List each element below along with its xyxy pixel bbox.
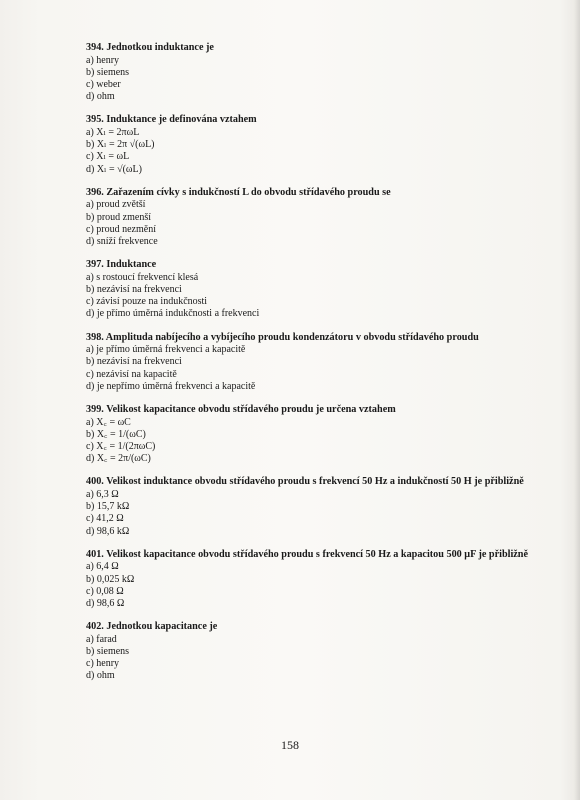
answer-c: c) proud nezmění	[86, 223, 156, 235]
answer-b: b) nezávisí na frekvenci	[86, 356, 182, 368]
question-title: 398. Amplituda nabíjecího a vybíjecího proudu kondenzátoru v obvodu střídavého proudu	[86, 331, 479, 343]
answer-c: c) X꜀ = 1/(2πωC)	[86, 441, 156, 453]
question-401	[86, 549, 556, 610]
answer-list	[86, 272, 556, 321]
answer-a: a) 6,3 Ω	[86, 489, 119, 501]
answer-a: a) proud zvětší	[86, 199, 146, 211]
answer-b: b) 15,7 kΩ	[86, 501, 130, 513]
question-396	[86, 187, 556, 248]
answer-d: d) 98,6 Ω	[86, 598, 125, 610]
question-title: 399. Velikost kapacitance obvodu střídavého proudu je určena vztahem	[86, 404, 396, 416]
answer-c: c) henry	[86, 658, 120, 670]
answer-b: b) X꜀ = 1/(ωC)	[86, 428, 146, 440]
answer-a: a) farad	[86, 633, 117, 645]
answer-d: d) sníží frekvence	[86, 236, 158, 248]
question-title: 394. Jednotkou induktance je	[86, 42, 214, 53]
answer-c: c) závisí pouze na indukčnosti	[86, 296, 208, 308]
question-394	[86, 42, 556, 103]
answer-a: a) Xₗ = 2πωL	[86, 127, 140, 138]
question-395	[86, 114, 556, 175]
answer-list	[86, 417, 556, 466]
answer-d: d) je nepřímo úměrná frekvenci a kapacitě	[86, 380, 256, 392]
answer-b: b) 0,025 kΩ	[86, 573, 135, 585]
answer-a: a) henry	[86, 54, 120, 66]
answer-c: c) Xₗ = ωL	[86, 151, 130, 163]
answer-c: c) 41,2 Ω	[86, 513, 124, 525]
answer-list	[86, 561, 556, 610]
answer-a: a) je přímo úměrná frekvenci a kapacitě	[86, 344, 246, 356]
answer-list	[86, 55, 556, 104]
answer-b: b) siemens	[86, 66, 130, 78]
answer-c: c) 0,08 Ω	[86, 585, 124, 597]
answer-a: a) X꜀ = ωC	[86, 416, 131, 428]
answer-a: a) s rostoucí frekvencí klesá	[86, 271, 199, 283]
question-title: 395. Induktance je definována vztahem	[86, 114, 257, 126]
answer-b: b) nezávisí na frekvenci	[86, 284, 182, 296]
question-title: 401. Velikost kapacitance obvodu střídavého proudu s frekvencí 50 Hz a kapacitou 500 μF je přibližně	[86, 548, 528, 560]
question-list	[86, 42, 556, 694]
question-398	[86, 332, 556, 393]
answer-list	[86, 127, 556, 176]
question-400	[86, 476, 556, 537]
question-402	[86, 621, 556, 682]
answer-d: d) ohm	[86, 670, 115, 682]
question-title: 402. Jednotkou kapacitance je	[86, 621, 218, 633]
answer-list	[86, 199, 556, 248]
question-title: 396. Zařazením cívky s indukčností L do obvodu střídavého proudu se	[86, 186, 391, 198]
answer-list	[86, 344, 556, 393]
answer-d: d) 98,6 kΩ	[86, 525, 130, 537]
answer-d: d) ohm	[86, 91, 115, 103]
answer-c: c) weber	[86, 79, 121, 90]
answer-c: c) nezávisí na kapacitě	[86, 368, 177, 380]
answer-d: d) je přímo úměrná indukčnosti a frekvenci	[86, 308, 260, 320]
answer-list	[86, 634, 556, 683]
answer-list	[86, 489, 556, 538]
answer-b: b) siemens	[86, 646, 130, 658]
question-397	[86, 259, 556, 320]
answer-b: b) proud zmenší	[86, 211, 151, 223]
answer-b: b) Xₗ = 2π √(ωL)	[86, 139, 155, 151]
answer-d: d) Xₗ = √(ωL)	[86, 163, 142, 175]
page-number: 158	[281, 738, 299, 752]
answer-d: d) X꜀ = 2π/(ωC)	[86, 453, 151, 465]
answer-a: a) 6,4 Ω	[86, 561, 119, 573]
question-399	[86, 404, 556, 465]
question-title: 397. Induktance	[86, 259, 157, 271]
question-title: 400. Velikost induktance obvodu střídavého proudu s frekvencí 50 Hz a indukčností 50 H je přibližně	[86, 476, 524, 488]
